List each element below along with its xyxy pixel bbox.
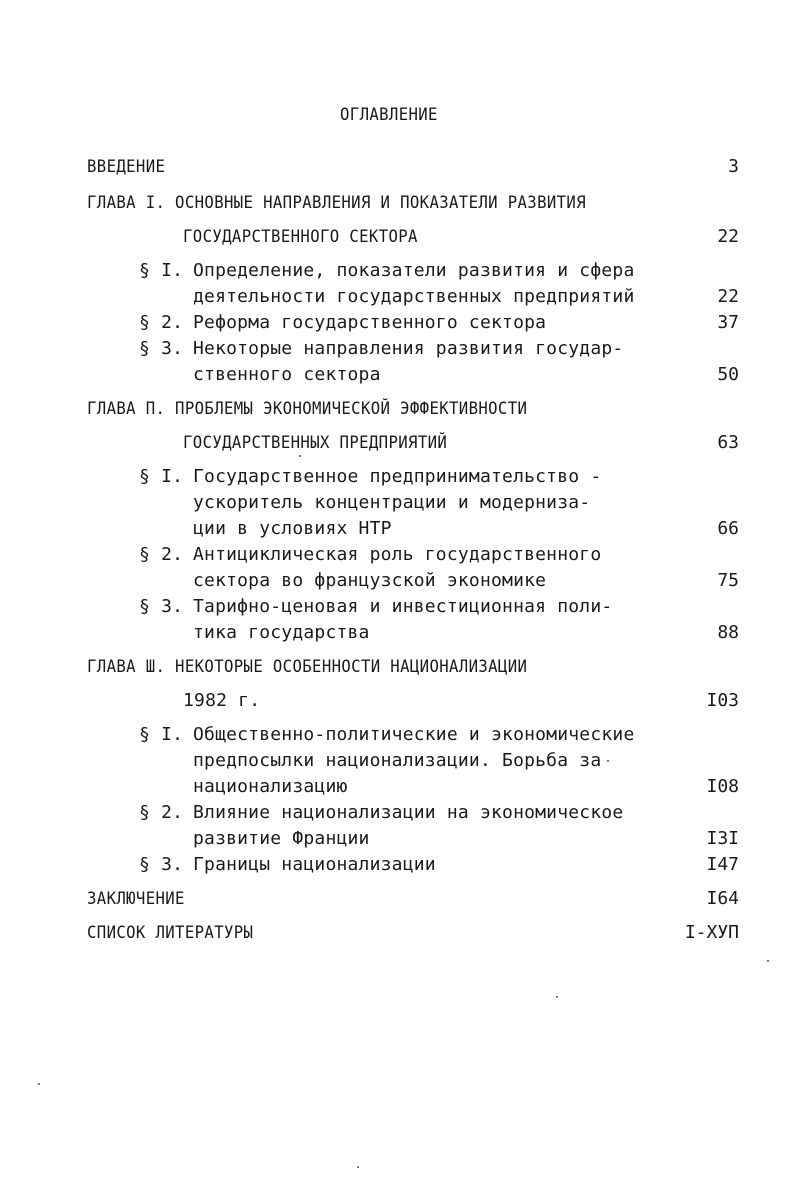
scan-speck [556,996,558,998]
toc-intro-label: ВВЕДЕНИЕ [87,157,166,177]
ch1-sec3-title-cont: ственного сектора [193,364,381,385]
ch3-sec1-title-cont2: национализацию [193,776,348,797]
toc-bibliography-page: I-ХУП [684,922,739,943]
ch2-sec1-title-cont2: ции в условиях НТР [193,518,392,539]
ch3-sec1-page: I08 [706,776,739,797]
ch2-sec3-title: Тарифно-ценовая и инвестиционная поли- [193,596,613,617]
ch1-sec1-title-cont: деятельности государственных предприятий [193,286,635,307]
ch1-sec2-title: Реформа государственного сектора [193,312,547,333]
ch1-sec2-page: 37 [717,312,739,333]
ch1-sec1-page: 22 [717,286,739,307]
chapter-3-heading: ГЛАВА Ш. НЕКОТОРЫЕ ОСОБЕННОСТИ НАЦИОНАЛИЗАЦИИ [87,657,528,677]
chapter-3-page: I03 [706,690,739,711]
ch3-sec3-page: I47 [706,854,739,875]
ch3-sec1-title: Общественно-политические и экономические [193,724,635,745]
toc-conclusion-page: I64 [706,888,739,909]
ch3-sec1-title-cont: предпосылки национализации. Борьба за [193,750,602,771]
ch2-sec3-marker: § 3. [139,596,184,617]
chapter-2-heading: ГЛАВА П. ПРОБЛЕМЫ ЭКОНОМИЧЕСКОЙ ЭФФЕКТИВНОСТИ [87,399,528,419]
ch1-sec1-title: Определение, показатели развития и сфера [193,260,635,281]
chapter-1-page: 22 [717,226,739,247]
ch1-sec3-marker: § 3. [139,338,184,359]
chapter-1-heading: ГЛАВА I. ОСНОВНЫЕ НАПРАВЛЕНИЯ И ПОКАЗАТЕЛИ РАЗВИТИЯ [87,193,586,213]
ch3-sec2-marker: § 2. [139,802,184,823]
ch2-sec1-title-cont: ускоритель концентрации и модерниза- [193,492,591,513]
page-title: ОГЛАВЛЕНИЕ [340,105,438,125]
chapter-2-heading-cont: ГОСУДАРСТВЕННЫХ ПРЕДПРИЯТИЙ [183,433,448,453]
scan-speck [357,1166,359,1168]
ch3-sec2-page: I3I [706,828,739,849]
scan-speck [607,760,609,762]
ch2-sec3-page: 88 [717,622,739,643]
toc-bibliography-label: СПИСОК ЛИТЕРАТУРЫ [87,923,254,943]
ch2-sec3-title-cont: тика государства [193,622,370,643]
ch3-sec3-title: Границы национализации [193,854,436,875]
ch2-sec1-marker: § I. [139,466,184,487]
toc-intro-page: 3 [728,156,739,177]
chapter-3-heading-cont: 1982 г. [183,690,261,711]
chapter-2-page: 63 [717,432,739,453]
ch1-sec3-page: 50 [717,364,739,385]
scan-speck [38,1083,40,1085]
ch2-sec2-title-cont: сектора во французской экономике [193,570,547,591]
toc-conclusion-label: ЗАКЛЮЧЕНИЕ [87,889,185,909]
ch2-sec2-marker: § 2. [139,544,184,565]
ch2-sec1-page: 66 [717,518,739,539]
ch3-sec2-title: Влияние национализации на экономическое [193,802,624,823]
scan-speck [299,455,301,457]
ch2-sec2-title: Антициклическая роль государственного [193,544,602,565]
ch3-sec1-marker: § I. [139,724,184,745]
scan-speck [767,960,769,962]
ch1-sec1-marker: § I. [139,260,184,281]
ch2-sec2-page: 75 [717,570,739,591]
ch2-sec1-title: Государственное предпринимательство - [193,466,602,487]
ch3-sec2-title-cont: развитие Франции [193,828,370,849]
ch3-sec3-marker: § 3. [139,854,184,875]
chapter-1-heading-cont: ГОСУДАРСТВЕННОГО СЕКТОРА [183,227,418,247]
ch1-sec2-marker: § 2. [139,312,184,333]
ch1-sec3-title: Некоторые направления развития государ- [193,338,624,359]
